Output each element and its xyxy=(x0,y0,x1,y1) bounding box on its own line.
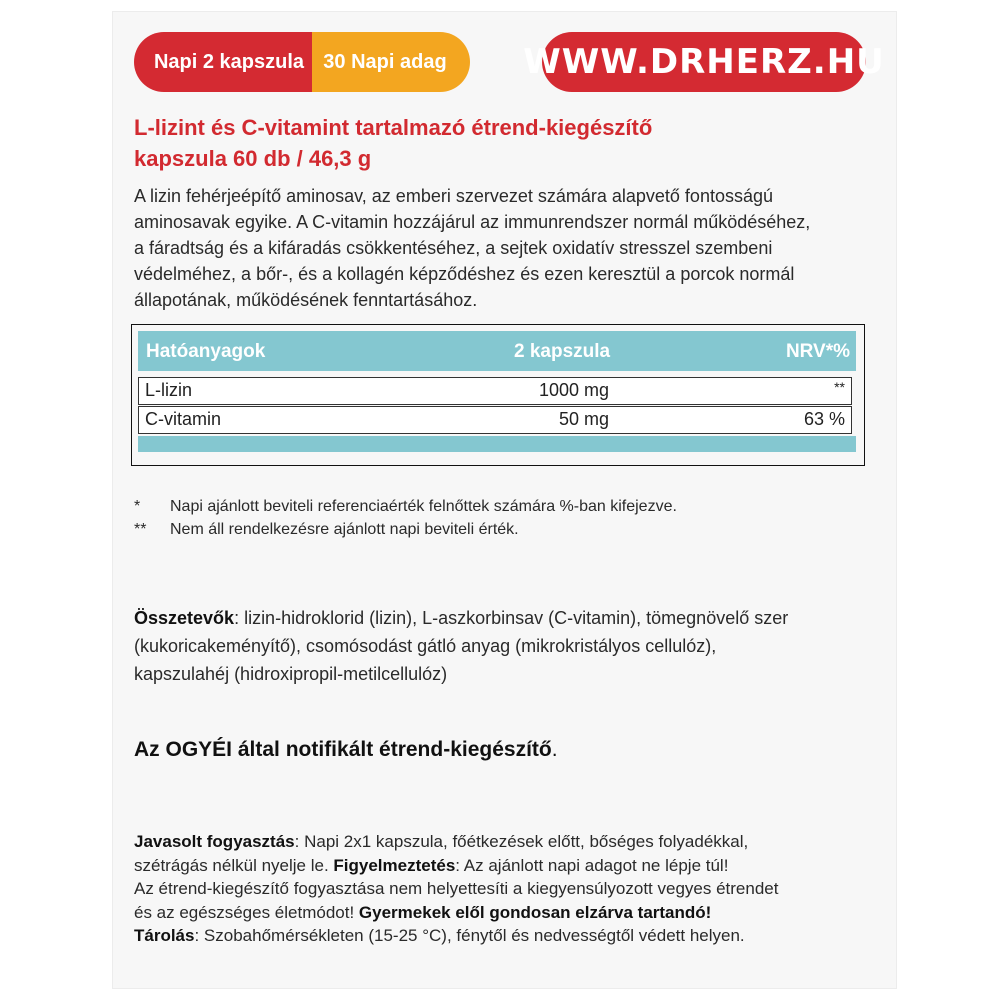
website-badge: WWW.DRHERZ.HU xyxy=(542,32,866,92)
ingredients-line: kapszulahéj (hidroxipropil-metilcellulóz) xyxy=(134,664,448,684)
notified-statement xyxy=(134,738,874,762)
ingredients-text: : lizin-hidroklorid (lizin), L-aszkorbinsav (C-vitamin), tömegnövelő szer xyxy=(234,608,789,628)
header-nrv: NRV*% xyxy=(785,341,850,362)
usage-text: szétrágás nélkül nyelje le. xyxy=(134,855,334,875)
storage-text: : Szobahőmérsékleten (15-25 °C), fénytől és nedvességtől védett helyen. xyxy=(194,926,745,945)
intro-line: A lizin fehérjeépítő aminosav, az emberi szervezet számára alapvető fontosságú xyxy=(134,186,773,206)
product-title-line1: L-lizint és C-vitamint tartalmazó étrend-kiegészítő xyxy=(134,115,653,140)
usage-line: Az étrend-kiegészítő fogyasztása nem helyettesíti a kiegyensúlyozott vegyes étrendet xyxy=(134,879,779,898)
footnote-text: Nem áll rendelkezésre ajánlott napi beviteli érték. xyxy=(170,521,519,538)
intro-line: védelméhez, a bőr-, és a kollagén képződéshez és ezen keresztül a porcok normál xyxy=(134,264,795,284)
table-row xyxy=(138,406,852,434)
cell-nrv: ** xyxy=(834,379,845,395)
footnote-mark: * xyxy=(134,498,141,515)
cell-ingredient: L-lizin xyxy=(145,380,193,400)
usage-line xyxy=(134,924,894,948)
notified-text: Az OGYÉI által notifikált étrend-kiegészítő xyxy=(134,738,552,761)
notified-suffix: . xyxy=(551,738,558,761)
ingredients-line xyxy=(134,604,874,632)
cell-nrv: 63 % xyxy=(803,409,845,429)
cell-ingredient: C-vitamin xyxy=(145,409,222,429)
intro-paragraph xyxy=(134,183,874,313)
table-footer-bar xyxy=(138,436,856,452)
nutrition-table xyxy=(131,324,865,466)
warning-label: Figyelmeztetés xyxy=(333,855,456,875)
table-row xyxy=(138,377,852,405)
intro-line: állapotának, működésének fenntartásához. xyxy=(134,290,478,310)
usage-line xyxy=(134,854,894,878)
children-warning: Gyermekek elől gondosan elzárva tartandó! xyxy=(358,902,712,922)
product-title-line2: kapszula 60 db / 46,3 g xyxy=(134,146,372,171)
header-two-capsules: 2 kapszula xyxy=(514,341,611,362)
table-header xyxy=(138,331,856,371)
ingredients-label: Összetevők xyxy=(134,608,235,628)
daily-capsules-badge: Napi 2 kapszula xyxy=(134,32,314,92)
cell-amount: 50 mg xyxy=(559,409,610,429)
usage-text: : Napi 2x1 kapszula, főétkezések előtt, bőséges folyadékkal, xyxy=(294,832,749,851)
usage-label: Javasolt fogyasztás xyxy=(134,832,295,851)
header-active-ingredients: Hatóanyagok xyxy=(146,341,266,362)
footnote-mark: ** xyxy=(134,521,147,538)
usage-line xyxy=(134,830,894,854)
ingredients-paragraph xyxy=(134,604,874,688)
usage-line xyxy=(134,901,894,925)
usage-paragraph xyxy=(134,830,894,948)
footnote-text: Napi ajánlott beviteli referenciaérték felnőttek számára %-ban kifejezve. xyxy=(170,498,677,515)
usage-text: és az egészséges életmódot! xyxy=(134,902,359,922)
cell-amount: 1000 mg xyxy=(539,380,610,400)
daily-doses-badge: 30 Napi adag xyxy=(312,32,470,92)
warning-text: : Az ajánlott napi adagot ne lépje túl! xyxy=(455,855,729,875)
ingredients-line: (kukoricakeményítő), csomósodást gátló anyag (mikrokristályos cellulóz), xyxy=(134,636,717,656)
product-title xyxy=(134,112,874,174)
intro-line: aminosavak egyike. A C-vitamin hozzájárul az immunrendszer normál működéséhez, xyxy=(134,212,811,232)
intro-line: a fáradtság és a kifáradás csökkentéséhez, a sejtek oxidatív stresszel szembeni xyxy=(134,238,773,258)
storage-label: Tárolás xyxy=(134,926,195,945)
